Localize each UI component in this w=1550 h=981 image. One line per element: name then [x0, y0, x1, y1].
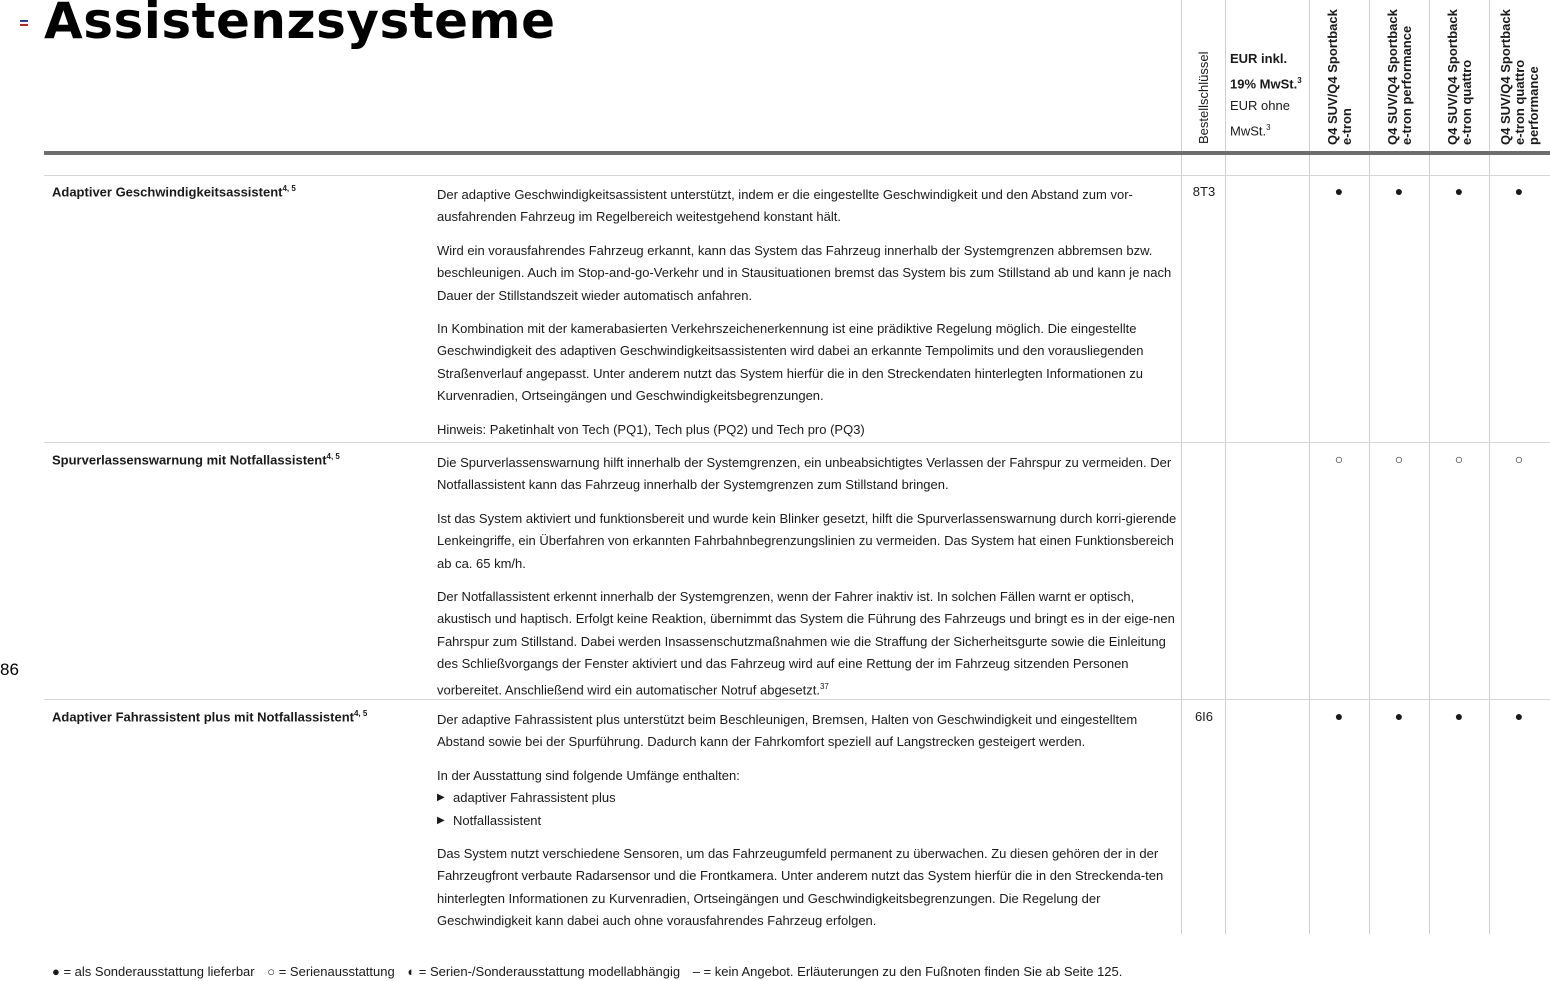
row-paragraph: Die Spurverlassenswarnung hilft innerhalb der Systemgrenzen, ein unbeabsichtigtes Verlassen der Fahrspur zu vermeiden. Der Notfallassistent kann das Fahrzeug innerhalb der Systemgrenzen zum Stillstand bringen. — [437, 455, 1172, 493]
row-paragraph: Das System nutzt verschiedene Sensoren, um das Fahrzeugumfeld permanent zu überwachen. Zu diesen gehören der in der Fahrzeugfront verbaute Radarsensor und die Frontkamera. Unter anderem nutzt das System hierfür die in den Streckenda-ten hinterlegten Informationen zu Kurvenradien, Ortseingängen und Geschwindigkeitsbegrenzungen. Die Regelung der Geschwindigkeit kann dabei auch ohne vorausfahrendes Fahrzeug erfolgen. — [437, 846, 1164, 929]
availability-mark: ● — [1394, 708, 1404, 724]
header-rule — [44, 151, 1550, 155]
header-order-key: Bestellschlüssel — [1196, 51, 1211, 144]
feature-list — [437, 787, 1177, 832]
row-name — [52, 709, 367, 724]
legend-standard: ○ = Serienausstattung — [267, 964, 395, 979]
availability-mark: ● — [1514, 183, 1524, 199]
triangle-bullet-icon: ▶ — [437, 814, 445, 826]
list-item — [437, 787, 1177, 809]
header-model-3-line1: Q4 SUV/Q4 Sportback — [1445, 9, 1460, 145]
row-paragraph: In Kombination mit der kamerabasierten Verkehrszeichenerkennung ist eine prädiktive Regelung möglich. Die eingestellte Geschwindigkeit des adaptiven Geschwindigkeitsassistenten wird dabei an erkannte Tempolimits und den vorausliegenden Straßenverlauf angepasst. Unter anderem nutzt das System hierfür die in den Streckendaten hinterlegten Informationen zu Kurvenradien, Ortseingängen und Geschwindigkeitsbegrenzungen. — [437, 321, 1144, 404]
list-item-text: adaptiver Fahrassistent plus — [453, 790, 616, 806]
header-model-2-line1: Q4 SUV/Q4 Sportback — [1385, 9, 1400, 145]
row-description — [437, 452, 1177, 712]
header-model-1-line2: e-tron — [1339, 108, 1354, 145]
list-item — [437, 810, 1177, 832]
row-divider — [44, 175, 1550, 176]
header-eur-incl-2: 19% MwSt. — [1230, 76, 1298, 92]
row-paragraph: Ist das System aktiviert und funktionsbereit und wurde kein Blinker gesetzt, hilft die Spurverlassenswarnung durch korri-gierende Lenkeingriffe, ein Überfahren von erkannten Fahrbahnbegrenzungslinien zu vermeiden. Das System hat einen Funktionsbereich ab ca. 65 km/h. — [437, 510, 1177, 571]
header-model-3-line2: e-tron quattro — [1459, 59, 1474, 145]
header-eur-excl-2: MwSt. — [1230, 123, 1267, 139]
row-description — [437, 184, 1177, 452]
header-model-4-line3: performance — [1526, 66, 1541, 145]
row-paragraph: Hinweis: Paketinhalt von Tech (PQ1), Tech plus (PQ2) und Tech pro (PQ3) — [437, 421, 865, 437]
availability-mark: ● — [1394, 183, 1404, 199]
row-name-text: Adaptiver Geschwindigkeitsassistent — [52, 184, 283, 200]
header-eur-excl-1: EUR ohne — [1230, 98, 1290, 114]
column-divider — [1369, 0, 1370, 934]
row-description — [437, 709, 1177, 944]
row-paragraph-text: Der Notfallassistent erkennt innerhalb der Systemgrenzen, wenn der Fahrer inaktiv ist. In solchen Fällen warnt er optisch, akustisch und haptisch. Erfolgt keine Reaktion, übernimmt das System die Führung des Fahrzeugs und bringt es in der eige-nen Fahrspur zum Stillstand. Dabei werden Insassenschutzmaßnahmen wie die Straffung der Sicherheitsgurte sowie die Einleitung des Schließvorgangs der Fenster aktiviert und das Fahrzeug wird auf eine Rettung der im Fahrzeug sitzenden Personen vorbereitet. Anschließend wird ein automatischer Notruf abgesetzt. — [437, 589, 1175, 697]
header-model-4-line1: Q4 SUV/Q4 Sportback — [1498, 9, 1513, 145]
legend — [52, 964, 1131, 979]
row-paragraph: Wird ein vorausfahrendes Fahrzeug erkannt, kann das System das Fahrzeug innerhalb der Systemgrenzen abbremsen bzw. beschleunigen. Auch im Stop-and-go-Verkehr und in Stausituationen bremst das System bis zum Stillstand ab und kann je nach Dauer der Stillstandszeit wieder automatisch anfahren. — [437, 242, 1172, 303]
availability-mark: ○ — [1454, 451, 1464, 467]
availability-mark: ● — [1454, 708, 1464, 724]
column-divider — [1429, 0, 1430, 934]
header-eur-incl-sup: 3 — [1297, 76, 1302, 85]
legend-optional: ● = als Sonderausstattung lieferbar — [52, 964, 255, 979]
row-name-text: Adaptiver Fahrassistent plus mit Notfallassistent — [52, 709, 354, 725]
flag-icon — [20, 20, 28, 26]
order-code: 6I6 — [1194, 709, 1214, 724]
header-eur-excl-sup: 3 — [1266, 123, 1271, 133]
availability-mark: ● — [1454, 183, 1464, 199]
row-paragraph: Der adaptive Geschwindigkeitsassistent unterstützt, indem er die eingestellte Geschwindigkeit und den Abstand zum vor-ausfahrenden Fahrzeug im Regelbereich weitestgehend konstant hält. — [437, 187, 1133, 225]
order-code: 8T3 — [1192, 184, 1216, 199]
column-divider — [1181, 0, 1182, 934]
availability-mark: ● — [1514, 708, 1524, 724]
header-model-1 — [1326, 8, 1354, 145]
row-paragraph: In der Ausstattung sind folgende Umfänge enthalten: — [437, 767, 740, 783]
triangle-bullet-icon: ▶ — [437, 792, 445, 804]
row-paragraph: Der adaptive Fahrassistent plus unterstützt beim Beschleunigen, Bremsen, Halten von Geschwindigkeit und eingestelltem Abstand sowie bei der Spurführung. Dadurch kann der Fahrkomfort speziell auf Langstrecken gesteigert werden. — [437, 712, 1138, 750]
header-model-2 — [1386, 8, 1414, 145]
row-name-sup: 4, 5 — [353, 709, 368, 718]
header-eur-incl-1: EUR inkl. — [1230, 51, 1288, 66]
availability-mark: ○ — [1334, 451, 1344, 467]
availability-mark: ○ — [1394, 451, 1404, 467]
header-model-4 — [1499, 8, 1541, 145]
legend-model-dependent: ◐ = Serien-/Sonderausstattung modellabhängig — [407, 964, 681, 979]
page-title: Assistenzsysteme — [44, 0, 556, 50]
row-paragraph — [437, 586, 1177, 701]
row-name-text: Spurverlassenswarnung mit Notfallassistent — [52, 452, 327, 468]
row-name-sup: 4, 5 — [282, 184, 296, 193]
header-model-2-line2: e-tron performance — [1399, 25, 1414, 145]
availability-mark: ● — [1334, 183, 1344, 199]
footnote-sup: 37 — [819, 681, 829, 691]
row-name — [52, 184, 296, 199]
legend-none: – = kein Angebot. Erläuterungen zu den Fußnoten finden Sie ab Seite 125. — [692, 964, 1123, 979]
header-model-1-line1: Q4 SUV/Q4 Sportback — [1325, 9, 1340, 145]
header-model-3 — [1446, 8, 1474, 145]
column-divider — [1225, 0, 1226, 934]
page-number: 86 — [0, 660, 19, 679]
header-eur — [1230, 48, 1310, 143]
availability-mark: ● — [1334, 708, 1344, 724]
row-name — [52, 452, 340, 467]
column-divider — [1489, 0, 1490, 934]
row-name-sup: 4, 5 — [326, 452, 340, 461]
availability-mark: ○ — [1514, 451, 1524, 467]
list-item-text: Notfallassistent — [453, 812, 542, 828]
header-model-4-line2: e-tron quattro — [1512, 59, 1527, 145]
